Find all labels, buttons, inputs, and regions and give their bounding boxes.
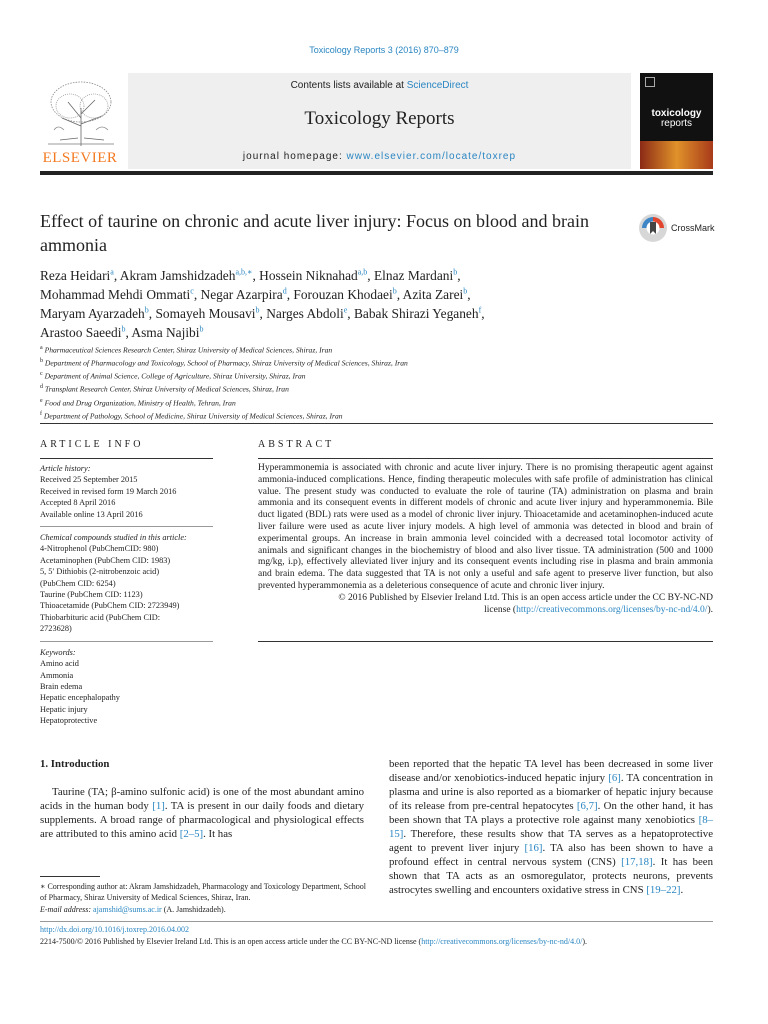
author-affiliation-mark[interactable]: b <box>453 267 458 277</box>
journal-name: Toxicology Reports <box>304 108 455 129</box>
doi-link[interactable]: http://dx.doi.org/10.1016/j.toxrep.2016.04.002 <box>40 925 189 934</box>
affiliation-mark: e <box>40 397 43 404</box>
compounds-label: Chemical compounds studied in this article: <box>40 533 187 543</box>
sciencedirect-link[interactable]: ScienceDirect <box>406 80 469 91</box>
author-affiliation-mark[interactable]: a <box>110 267 114 277</box>
reference-link[interactable]: [2–5] <box>179 828 204 840</box>
author-name[interactable]: Reza Heidari <box>40 268 111 283</box>
affiliation-item <box>40 356 720 369</box>
compound-item: 4-Nitrophenol (PubChemCID: 980) <box>40 544 159 554</box>
intro-text: . On the other hand, it has been shown that TA plays a protective role against many xenobiotics <box>389 800 714 826</box>
corresponding-author-footnote <box>40 881 370 915</box>
intro-text: been reported that the hepatic TA level has been decreased in some liver disease and/or xenobiotics-induced hepatic injury <box>389 758 713 784</box>
intro-text: . TA concentration in plasma and urine is also reported as a biomarker of hepatic injury because of its release from pre-central hepatocytes <box>389 772 713 812</box>
keywords-label: Keywords: <box>40 647 76 657</box>
author-affiliation-mark[interactable]: d <box>282 286 287 296</box>
author-affiliation-mark[interactable]: b <box>392 286 397 296</box>
affiliation-mark: d <box>40 384 43 391</box>
compound-item: 5, 5′ Dithiobis (2-nitrobenzoic acid) <box>40 567 160 577</box>
crossmark-label: CrossMark <box>671 223 715 233</box>
keyword-item: Hepatic injury <box>40 704 88 714</box>
section-rule <box>40 423 713 424</box>
affiliation-text: Department of Animal Science, College of Agriculture, Shiraz University, Shiraz, Iran <box>44 371 306 381</box>
reference-link[interactable]: [6,7] <box>576 800 598 812</box>
author-name[interactable]: Somayeh Mousavi <box>155 306 256 321</box>
affiliation-mark: c <box>40 371 43 378</box>
author-name[interactable]: Asma Najibi <box>131 325 200 340</box>
author-affiliation-mark[interactable]: f <box>478 305 482 315</box>
author-affiliation-mark[interactable]: a,b <box>357 267 368 277</box>
article-info-panel <box>40 463 213 727</box>
keyword-item: Hepatoprotective <box>40 716 98 726</box>
affiliation-list <box>40 343 720 422</box>
abstract-copyright <box>258 593 713 617</box>
keyword-item: Hepatic encephalopathy <box>40 693 120 703</box>
author-affiliation-mark[interactable]: b <box>463 286 468 296</box>
compound-item: Thiobarbituric acid (PubChem CID: <box>40 612 161 622</box>
footnote-text: ∗ Corresponding author at: Akram Jamshidzadeh, Pharmacology and Toxicology Department, School of Pharmacy, Shiraz University of Medical Sciences, Shiraz, Iran. <box>40 882 366 903</box>
author-affiliation-mark[interactable]: b <box>255 305 260 315</box>
compound-item: Thioacetamide (PubChem CID: 2723949) <box>40 601 180 611</box>
affiliation-item <box>40 382 720 395</box>
abstract-heading: ABSTRACT <box>258 439 335 450</box>
journal-reference[interactable]: Toxicology Reports 3 (2016) 870–879 <box>309 45 459 55</box>
affiliation-item <box>40 343 720 356</box>
license-suffix: ). <box>707 604 713 615</box>
journal-homepage-link[interactable]: www.elsevier.com/locate/toxrep <box>346 151 517 162</box>
author-affiliation-mark[interactable]: a,b,∗ <box>235 267 253 277</box>
affiliation-text: Department of Pathology, School of Medicine, Shiraz University of Medical Sciences, Shiraz, Iran <box>43 411 343 421</box>
cover-title-line1: toxicology <box>651 108 702 119</box>
intro-text: . <box>680 884 684 896</box>
section-heading-introduction: 1. Introduction <box>40 758 110 770</box>
compound-item: Taurine (PubChem CID: 1123) <box>40 590 143 600</box>
article-info-rule <box>40 458 213 459</box>
reference-link[interactable]: [6] <box>608 772 621 784</box>
author-name[interactable]: Mohammad Mehdi Ommati <box>40 287 191 302</box>
keyword-item: Ammonia <box>40 670 74 680</box>
author-name[interactable]: Narges Abdoli <box>266 306 344 321</box>
affiliation-mark: b <box>40 358 43 365</box>
article-history-label: Article history: <box>40 464 91 473</box>
email-link[interactable]: ajamshid@sums.ac.ir <box>93 904 162 914</box>
affiliation-text: Food and Drug Organization, Ministry of Health, Tehran, Iran <box>44 398 236 408</box>
journal-cover[interactable] <box>640 73 713 169</box>
abstract-rule <box>258 458 713 459</box>
email-label: E-mail address: <box>40 904 94 914</box>
cover-image-stripe <box>640 141 713 169</box>
author-name[interactable]: Arastoo Saeedi <box>40 325 122 340</box>
compound-item: 2723628) <box>40 624 72 634</box>
abstract-panel <box>258 463 713 616</box>
keyword-item: Amino acid <box>40 659 79 669</box>
elsevier-wordmark: ELSEVIER <box>42 150 118 166</box>
issn-license-link[interactable]: http://creativecommons.org/licenses/by-nc-nd/4.0/ <box>421 937 583 946</box>
author-affiliation-mark[interactable]: b <box>144 305 149 315</box>
article-info-heading: ARTICLE INFO <box>40 439 144 450</box>
affiliation-text: Pharmaceutical Sciences Research Center, Shiraz University of Medical Sciences, Shiraz, Iran <box>44 345 333 355</box>
abstract-bottom-rule <box>258 641 713 642</box>
reference-link[interactable]: [1] <box>152 800 165 812</box>
author-affiliation-mark[interactable]: e <box>343 305 348 315</box>
history-item: Accepted 8 April 2016 <box>40 498 116 508</box>
intro-text: . It has <box>203 828 233 840</box>
contents-prefix: Contents lists available at <box>290 80 407 91</box>
article-info-divider <box>40 526 213 527</box>
header-rule <box>40 171 713 175</box>
history-item: Received in revised form 19 March 2016 <box>40 486 177 496</box>
author-name[interactable]: Akram Jamshidzadeh <box>119 268 236 283</box>
history-item: Available online 13 April 2016 <box>40 509 143 519</box>
affiliation-mark: f <box>40 410 42 417</box>
license-link[interactable]: http://creativecommons.org/licenses/by-nc-nd/4.0/ <box>516 604 708 615</box>
footnote-rule <box>40 876 100 877</box>
intro-text: . Therefore, these results show that TA serves as a hepatoprotective agent to prevent liver injury <box>389 828 713 854</box>
email-suffix: (A. Jamshidzadeh). <box>161 904 226 914</box>
footnote-email-line <box>40 904 370 915</box>
crossmark-button[interactable] <box>638 213 720 245</box>
compound-item: (PubChem CID: 6254) <box>40 578 116 588</box>
author-name[interactable]: Hossein Niknahad <box>259 268 358 283</box>
intro-text: Taurine (TA; β-amino sulfonic acid) is one of the most abundant amino acids in the human body <box>40 786 364 812</box>
body-right-column <box>389 757 713 897</box>
article-title: Effect of taurine on chronic and acute liver injury: Focus on blood and brain ammonia <box>40 211 589 255</box>
author-name[interactable]: Forouzan Khodaei <box>293 287 393 302</box>
author-affiliation-mark[interactable]: b <box>121 324 126 334</box>
homepage-prefix: journal homepage: <box>242 151 347 162</box>
intro-text: . TA also has been shown to have a profound effect in central nervous system (CNS) <box>389 842 713 868</box>
author-name[interactable]: Maryam Ayarzadeh <box>40 306 145 321</box>
history-item: Received 25 September 2015 <box>40 475 138 485</box>
journal-homepage-line <box>128 151 631 162</box>
author-name[interactable]: Azita Zarei <box>402 287 464 302</box>
article-info-divider <box>40 641 213 642</box>
cover-publisher-icon <box>645 77 655 87</box>
affiliation-mark: a <box>40 345 43 351</box>
cover-title-line2: reports <box>660 118 693 129</box>
author-affiliation-mark[interactable]: c <box>190 286 194 296</box>
reference-link[interactable]: [19–22] <box>646 884 681 896</box>
intro-text: . It has been shown that TA acts as an osmoregulator, protects neurons, prevents astrocytes swelling and encounters oxidative stress in CNS <box>389 856 713 896</box>
affiliation-item <box>40 396 720 409</box>
affiliation-item <box>40 369 720 382</box>
affiliation-text: Transplant Research Center, Shiraz University of Medical Sciences, Shiraz, Iran <box>44 384 289 394</box>
issn-suffix: ). <box>582 937 588 946</box>
issn-license-line <box>40 937 740 946</box>
crossmark-icon <box>638 213 668 243</box>
reference-link[interactable]: [16] <box>524 842 543 854</box>
compound-item: Acetaminophen (PubChem CID: 1983) <box>40 555 171 565</box>
author-name[interactable]: Babak Shirazi Yeganeh <box>353 306 479 321</box>
copyright-text: © 2016 Published by Elsevier Ireland Ltd. This is an open access article under the CC BY-NC-ND <box>338 592 713 603</box>
author-name[interactable]: Elnaz Mardani <box>373 268 454 283</box>
intro-text: . TA is present in our daily foods and dietary supplements. A broad range of pharmacological and physiological effects are attributed to this amino acid <box>40 800 364 840</box>
abstract-body: Hyperammonemia is associated with chronic and acute liver injury. There is no promising therapeutic agent against ammonia-induced complications. Hence, finding therapeutic molecules with safe profile of administration has clinical value. The present study was conducted to evaluate the role of taurine (TA) administration on plasma and brain ammonia and its consequent events in different models of chronic and acute liver injury and hyperammonemia. Bile duct ligated (BDL) rats were used as a model of chronic liver injury. Thioacetamide and acetaminophen-induced acute liver failure were used as acute liver injury models. A high level of ammonia was detected in blood and brain of experimental groups. An increase in brain ammonia level coincided with a decreased total locomotor activity of animals and significant changes in the biochemistry of blood and also liver tissue. TA administration (500 and 1000 mg/kg, i.p), effectively alleviated liver injury and its consequent events including rise in plasma and brain ammonia and brain edema. The data suggested that TA is not only a useful and safe agent to preserve liver function, but also prevented hyperammonemia as a deleterious consequence of acute and chronic liver injury. <box>258 463 713 591</box>
author-name[interactable]: Negar Azarpira <box>200 287 283 302</box>
issn-text: 2214-7500/© 2016 Published by Elsevier Ireland Ltd. This is an open access article under the CC BY-NC-ND license ( <box>40 937 422 946</box>
bottom-rule <box>40 921 713 922</box>
license-prefix: license ( <box>484 604 517 615</box>
affiliation-item <box>40 409 720 422</box>
body-left-column <box>40 757 364 841</box>
affiliation-text: Department of Pharmacology and Toxicology, School of Pharmacy, Shiraz University of Medical Sciences, Shiraz, Iran <box>44 358 408 368</box>
keyword-item: Brain edema <box>40 681 83 691</box>
reference-link[interactable]: [8–15] <box>389 814 713 840</box>
author-affiliation-mark[interactable]: b <box>199 324 204 334</box>
contents-line <box>128 80 631 91</box>
cover-title <box>640 109 713 129</box>
reference-link[interactable]: [17,18] <box>621 856 653 868</box>
author-list: Reza Heidari$^a$, Akram Jamshidzadeh$^{a,b,∗}$, Hossein Niknahad$^{a,b}$, Elnaz Mardani$^b$, Mohammad Mehdi Ommati$^c$, Negar Azarpira$^d$, Forouzan Khodaei$^b$, Azita Zarei$^b$, Maryam Ayarzadeh$^b$, Somayeh Mousavi$^b$, Narges Abdoli$^e$, Babak Shirazi Yeganeh$^f$, Arastoo Saeedi$^b$, Asma Najibi$^b$ <box>40 267 485 340</box>
intro-paragraph <box>40 785 364 841</box>
